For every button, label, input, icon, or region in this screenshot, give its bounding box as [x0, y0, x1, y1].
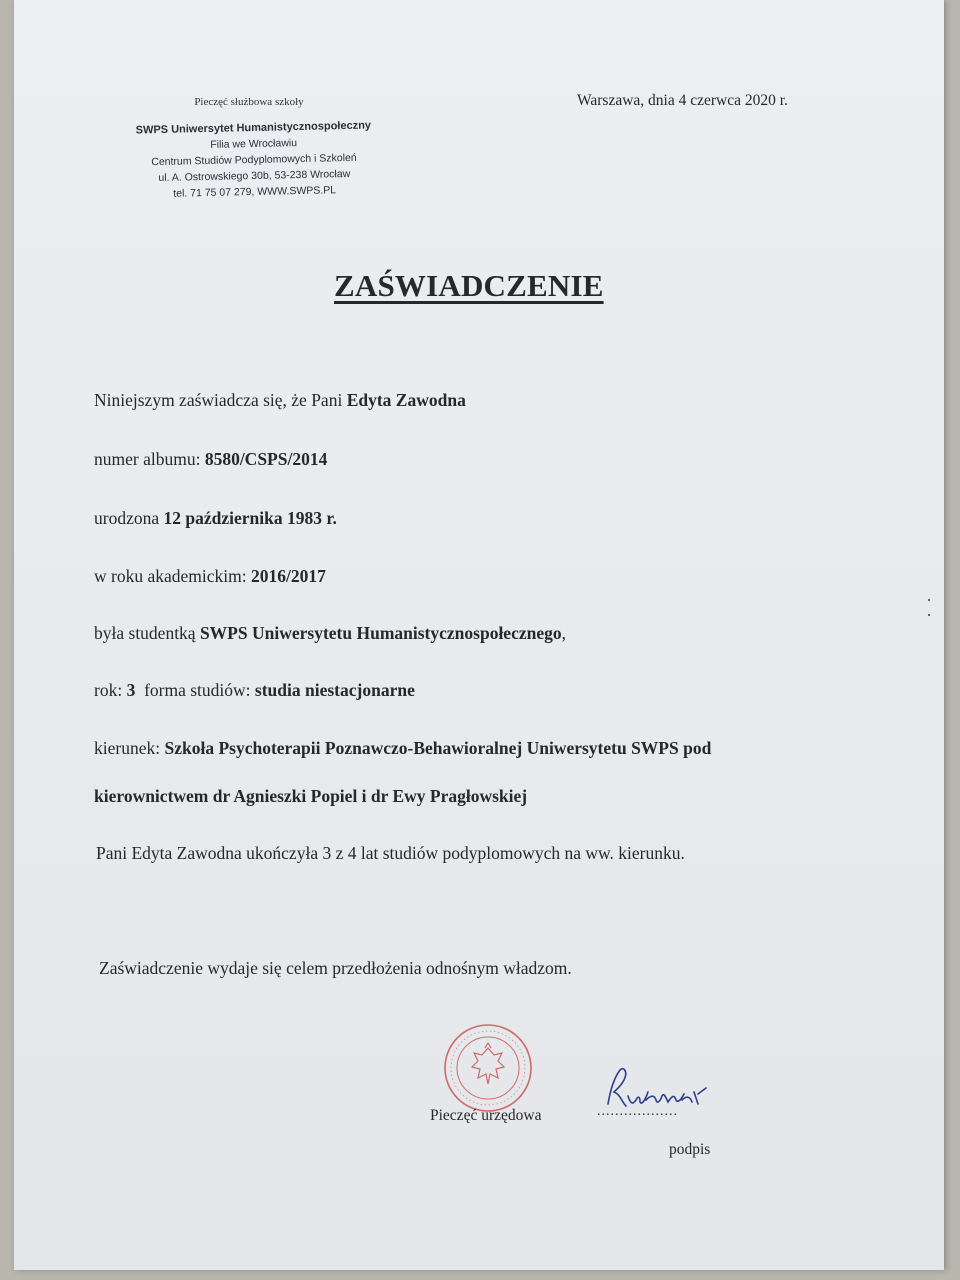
signature-label: podpis	[669, 1141, 711, 1158]
school-address: ul. A. Ostrowskiego 30b, 53-238 Wrocław	[158, 167, 351, 185]
comma: ,	[561, 623, 566, 643]
year-line	[94, 566, 326, 587]
school-contact: tel. 71 75 07 279, WWW.SWPS.PL	[173, 184, 337, 200]
field-line	[94, 738, 711, 759]
field-label: kierunek:	[94, 738, 165, 758]
year-of-study-label: rok:	[94, 680, 127, 700]
birth-label: urodzona	[94, 508, 164, 528]
field-name: Szkoła Psychoterapii Poznawczo-Behawioralnej Uniwersytetu SWPS pod	[164, 738, 712, 758]
field-line-continued	[94, 786, 527, 807]
signature-line: ..................	[597, 1104, 678, 1119]
seal-label: Pieczęć urzędowa	[430, 1107, 542, 1124]
album-label: numer albumu:	[94, 449, 205, 469]
certify-line	[94, 390, 466, 411]
university-name: SWPS Uniwersytetu Humanistycznospołecznego	[199, 623, 562, 643]
album-number: 8580/CSPS/2014	[204, 449, 328, 469]
birth-line	[94, 508, 337, 529]
school-stamp	[113, 117, 395, 203]
document-title: ZAŚWIADCZENIE	[334, 268, 604, 303]
student-name: Edyta Zawodna	[346, 390, 466, 410]
school-branch: Filia we Wrocławiu	[210, 137, 298, 151]
school-name: SWPS Uniwersytet Humanistycznospołeczny	[135, 119, 372, 137]
study-form-label: forma studiów:	[135, 680, 255, 700]
student-label: była studentką	[94, 623, 200, 643]
album-line	[94, 449, 327, 470]
school-centre: Centrum Studiów Podyplomowych i Szkoleń	[151, 151, 357, 169]
birth-date: 12 października 1983 r.	[163, 508, 337, 528]
school-stamp-heading: Pieczęć służbowa szkoły	[194, 96, 304, 108]
university-line	[94, 623, 566, 644]
study-line	[94, 680, 415, 701]
field-supervisors: kierownictwem dr Agnieszki Popiel i dr Ewy Pragłowskiej	[94, 786, 528, 806]
year-of-study: 3	[126, 680, 136, 700]
year-label: w roku akademickim:	[94, 566, 251, 586]
certificate-page	[14, 0, 944, 1270]
paper-mark-icon	[926, 596, 932, 620]
official-seal-icon	[442, 1022, 534, 1114]
completion-statement: Pani Edyta Zawodna ukończyła 3 z 4 lat studiów podyplomowych na ww. kierunku.	[96, 843, 685, 863]
study-form: studia niestacjonarne	[254, 680, 415, 700]
purpose-statement: Zaświadczenie wydaje się celem przedłożenia odnośnym władzom.	[99, 958, 572, 978]
academic-year: 2016/2017	[250, 566, 326, 586]
certify-text: Niniejszym zaświadcza się, że Pani	[94, 390, 347, 410]
place-date: Warszawa, dnia 4 czerwca 2020 r.	[577, 92, 788, 109]
